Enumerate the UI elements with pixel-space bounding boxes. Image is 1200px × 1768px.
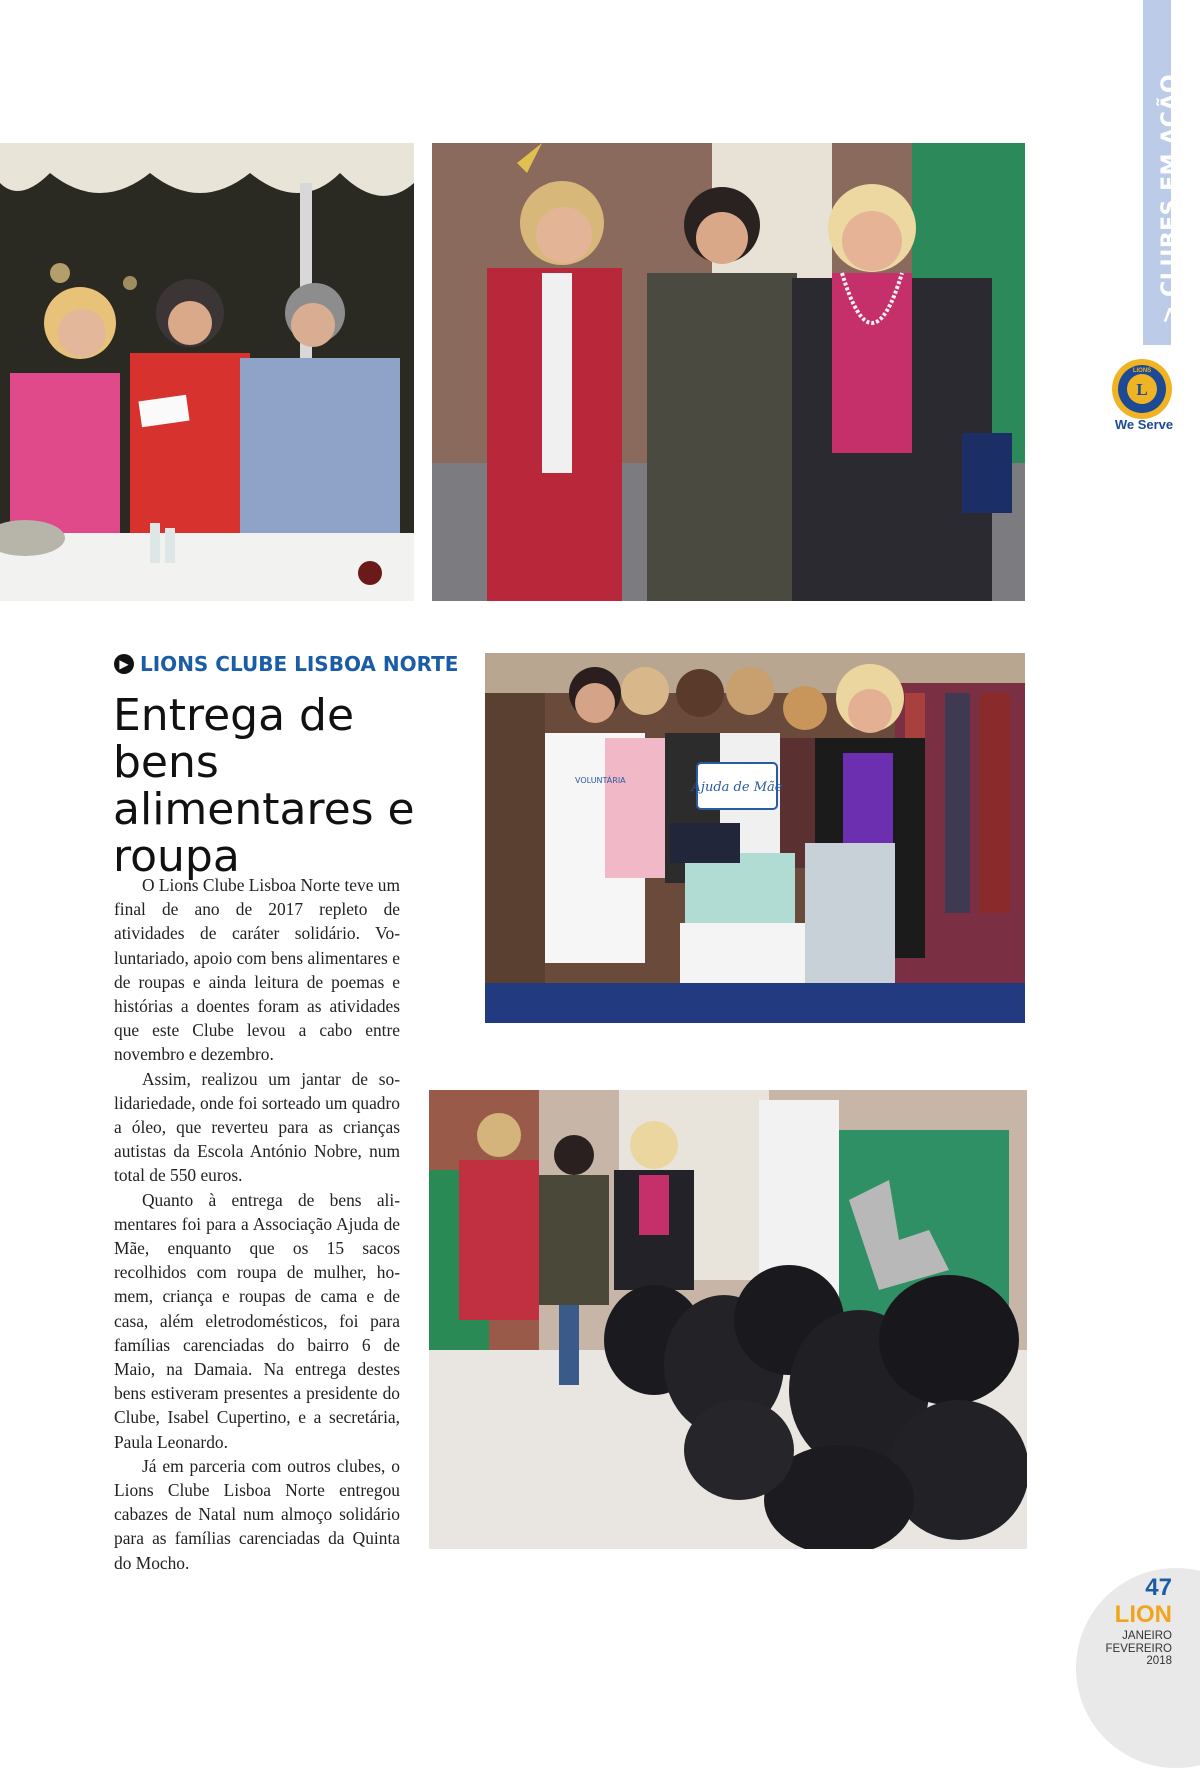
arrow-right-icon: ▶	[114, 654, 134, 674]
photo-check-handover	[0, 143, 414, 601]
paragraph: Assim, realizou um jantar de solidariedade, onde foi sorteado um quadro a óleo, que reverteu para as crianças autistas da Escola António Nobre, num total de 550 euros.	[114, 1068, 400, 1186]
article-kicker	[114, 652, 458, 676]
issue-date	[1106, 1630, 1172, 1668]
issue-month-1: JANEIRO	[1122, 1630, 1172, 1642]
paragraph: O Lions Clube Lisboa Norte teve um final de ano de 2017 repleto de atividades de caráter solidário. Voluntariado, apoio com bens alimentares e de roupas e ainda leitura de poemas e histórias a doentes foram as atividades que este Clube levou a cabo entre novembro e dezembro.	[114, 875, 400, 1065]
photo-group-donation	[485, 653, 1025, 1023]
issue-year: 2018	[1146, 1655, 1172, 1667]
paragraph: Já em parceria com outros clubes, o Lions Clube Lisboa Norte entregou cabazes de Natal num almoço solidário para as famílias carenciadas da Quinta do Mocho.	[114, 1455, 400, 1573]
photo-three-women	[432, 143, 1025, 601]
magazine-name: LION	[1114, 1601, 1172, 1628]
article-headline: Entrega de bens alimentares e roupa	[113, 690, 415, 882]
paragraph: Quanto à entrega de bens alimentares foi para a Associação Ajuda de Mãe, enquanto que os 15 sacos recolhidos com roupa de mulher, homem, criança e roupas de cama e de casa, além eletrodomésticos, foi para famílias carenciadas do bairro 6 de Maio, na Damaia. Na entrega destes bens estiveram presentes a presidente do Clube, Isabel Cupertino, e a secretária, Paula Leonardo.	[114, 1189, 400, 1452]
page-number: 47	[1145, 1574, 1172, 1601]
lions-emblem-icon	[1111, 358, 1173, 420]
apron-text: VOLUNTÁRIA	[575, 776, 626, 785]
photo-clothing-bags	[429, 1090, 1027, 1549]
svg-text:L: L	[1136, 380, 1148, 399]
logo-text: LIONS	[1132, 368, 1152, 374]
kicker-text: LIONS CLUBE LISBOA NORTE	[140, 652, 459, 676]
article-body	[114, 873, 400, 1575]
issue-month-2: FEVEREIRO	[1105, 1642, 1172, 1655]
we-serve-tagline: We Serve	[1114, 417, 1174, 432]
ajuda-sign-text: Ajuda de Mãe	[691, 780, 783, 795]
page-corner-circle	[1076, 1568, 1200, 1768]
section-tab-label: > CLUBES EM AÇÃO	[1158, 73, 1183, 324]
